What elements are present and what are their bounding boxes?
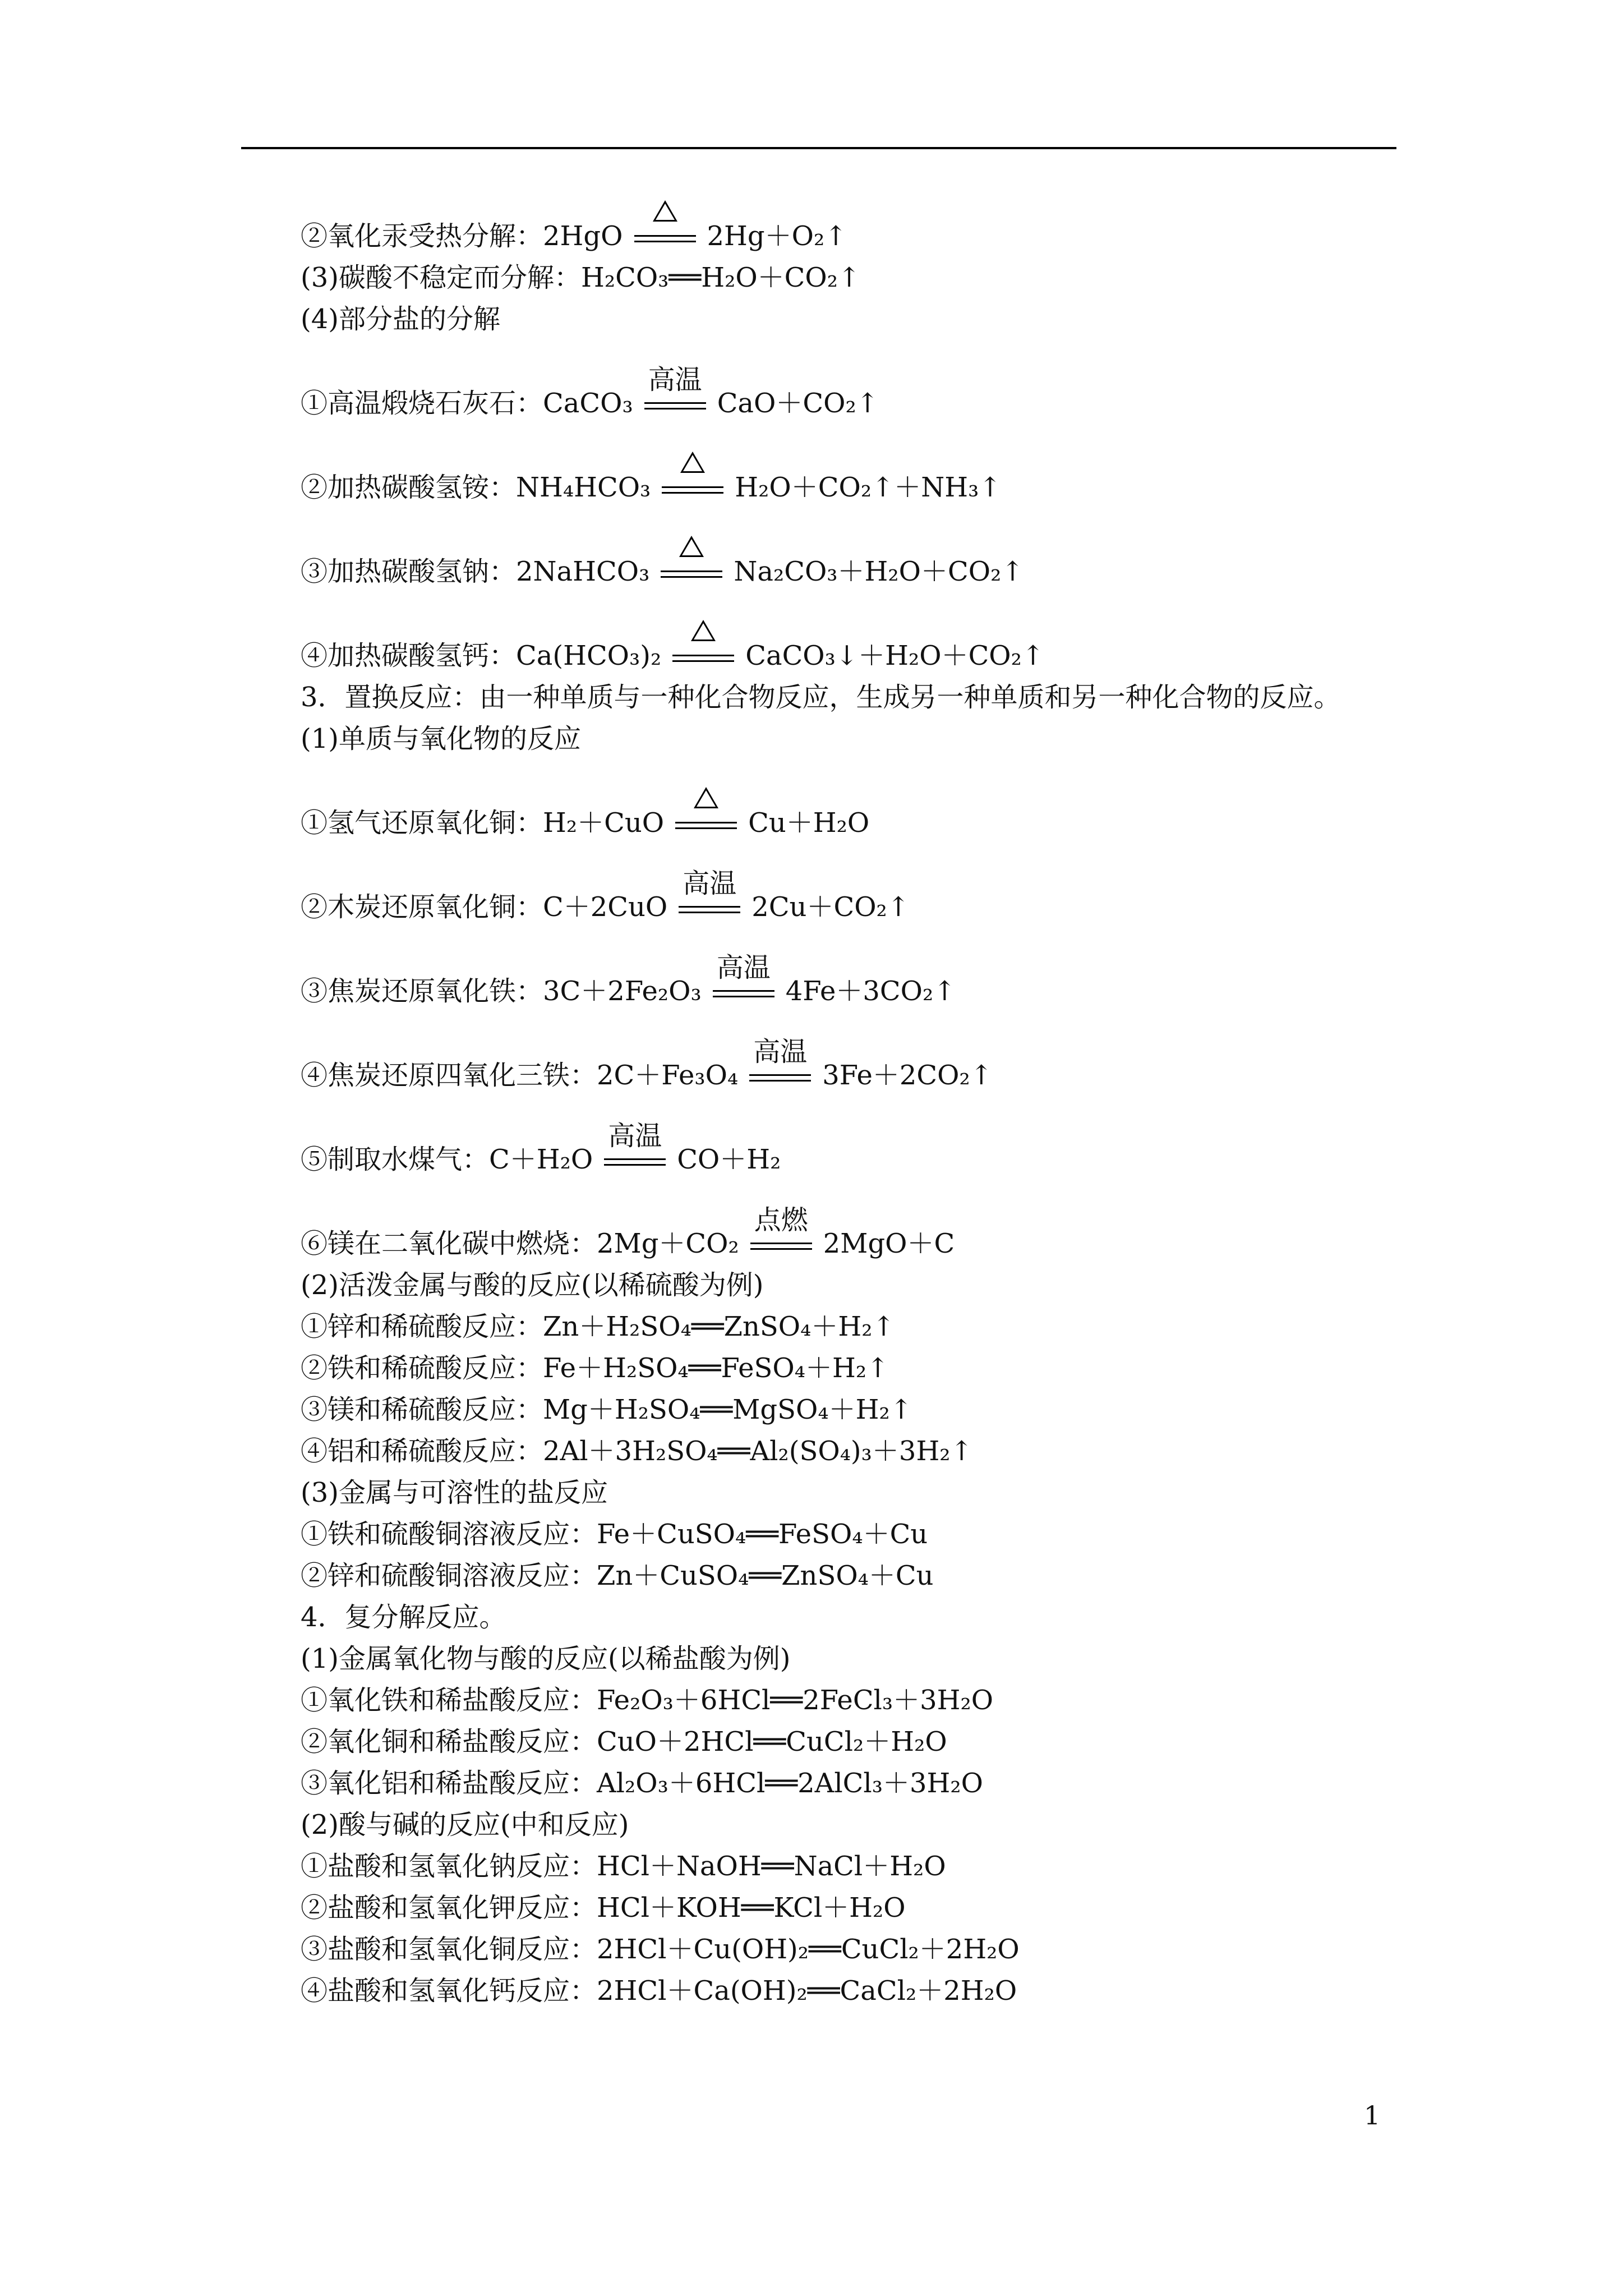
text-line: 4．复分解反应。 — [301, 1602, 506, 1633]
reactants: H₂＋CuO — [543, 807, 665, 839]
reaction-arrow — [679, 867, 740, 921]
reaction-condition: 高温 — [753, 1036, 808, 1068]
reaction-line — [301, 424, 1422, 508]
reaction-line — [301, 508, 1422, 592]
reaction-label: ②木炭还原氧化铜： — [301, 891, 543, 923]
reactants: 2C＋Fe₃O₄ — [597, 1060, 739, 1091]
reaction-line — [301, 592, 1422, 677]
text-line: (2)活泼金属与酸的反应(以稀硫酸为例) — [301, 1269, 764, 1301]
text-line: (3)碳酸不稳定而分解：H₂CO₃══H₂O＋CO₂↑ — [301, 262, 861, 293]
text-line: (2)酸与碱的反应(中和反应) — [301, 1809, 629, 1841]
reaction-label: ①高温煅烧石灰石： — [301, 388, 543, 419]
text-line: 3．置换反应：由一种单质与一种化合物反应，生成另一种单质和另一种化合物的反应。 — [301, 682, 1341, 713]
reaction-label: ⑥镁在二氧化碳中燃烧： — [301, 1228, 597, 1259]
page-number: 1 — [1364, 2100, 1381, 2131]
reaction-label: ③加热碳酸氢钠： — [301, 556, 517, 587]
reaction-arrow — [675, 814, 737, 836]
reaction-line — [301, 928, 1422, 1012]
products: 2Hg＋O₂↑ — [707, 220, 847, 252]
reaction-arrow — [661, 563, 722, 585]
reaction-label: ③焦炭还原氧化铁： — [301, 976, 543, 1007]
products: 3Fe＋2CO₂↑ — [822, 1060, 993, 1091]
reaction-arrow — [713, 951, 774, 1005]
reaction-condition: 点燃 — [754, 1204, 808, 1236]
text-line: ③盐酸和氢氧化铜反应：2HCl＋Cu(OH)₂══CuCl₂＋2H₂O — [301, 1934, 1020, 1965]
reaction-condition: 高温 — [716, 951, 771, 983]
reaction-label: ④焦炭还原四氧化三铁： — [301, 1060, 597, 1091]
heat-triangle-icon — [623, 197, 707, 228]
text-line: ②铁和稀硫酸反应：Fe＋H₂SO₄══FeSO₄＋H₂↑ — [301, 1352, 889, 1384]
products: CO＋H₂ — [677, 1144, 781, 1175]
products: Na₂CO₃＋H₂O＋CO₂↑ — [734, 556, 1024, 587]
reaction-label: ①氢气还原氧化铜： — [301, 807, 543, 839]
reactants: 3C＋2Fe₂O₃ — [543, 976, 702, 1007]
reaction-line — [301, 340, 1422, 424]
reaction-line — [301, 1180, 1422, 1264]
text-line: ①铁和硫酸铜溶液反应：Fe＋CuSO₄══FeSO₄＋Cu — [301, 1519, 928, 1550]
reactants: NH₄HCO₃ — [516, 472, 651, 503]
text-line: ①锌和稀硫酸反应：Zn＋H₂SO₄══ZnSO₄＋H₂↑ — [301, 1311, 895, 1342]
text-line: (1)金属氧化物与酸的反应(以稀盐酸为例) — [301, 1643, 791, 1674]
products: CaCO₃↓＋H₂O＋CO₂↑ — [745, 640, 1045, 671]
text-line: ②氧化铜和稀盐酸反应：CuO＋2HCl══CuCl₂＋H₂O — [301, 1726, 947, 1757]
products: 2Cu＋CO₂↑ — [751, 891, 910, 923]
heat-triangle-icon — [664, 784, 748, 815]
reactants: C＋2CuO — [543, 891, 668, 923]
products: 4Fe＋3CO₂↑ — [785, 976, 956, 1007]
reaction-arrow — [604, 1120, 666, 1173]
header-rule — [241, 147, 1396, 149]
reaction-label: ⑤制取水煤气： — [301, 1144, 490, 1175]
text-line: ①氧化铁和稀盐酸反应：Fe₂O₃＋6HCl══2FeCl₃＋3H₂O — [301, 1685, 994, 1716]
reaction-arrow — [634, 227, 696, 250]
heat-triangle-icon — [661, 616, 745, 648]
reactants: 2Mg＋CO₂ — [597, 1228, 739, 1259]
reactants: C＋H₂O — [489, 1144, 593, 1175]
document-body — [301, 191, 1422, 2012]
reaction-label: ②氧化汞受热分解： — [301, 220, 543, 252]
reaction-arrow — [749, 1036, 811, 1089]
text-line: ②盐酸和氢氧化钾反应：HCl＋KOH══KCl＋H₂O — [301, 1892, 906, 1924]
text-line: ①盐酸和氢氧化钠反应：HCl＋NaOH══NaCl＋H₂O — [301, 1851, 946, 1882]
text-line: (3)金属与可溶性的盐反应 — [301, 1477, 608, 1508]
heat-triangle-icon — [649, 532, 734, 564]
reactants: Ca(HCO₃)₂ — [516, 640, 662, 671]
heat-triangle-icon — [651, 448, 735, 480]
reaction-line — [301, 191, 1422, 257]
products: CaO＋CO₂↑ — [717, 388, 879, 419]
reaction-arrow — [750, 1204, 812, 1257]
reaction-line — [301, 1012, 1422, 1096]
reactants: CaCO₃ — [543, 388, 633, 419]
reaction-condition: 高温 — [608, 1120, 662, 1152]
reaction-condition: 高温 — [648, 364, 702, 395]
reaction-condition: 高温 — [683, 867, 737, 899]
reactants: 2HgO — [543, 220, 623, 252]
reaction-label: ④加热碳酸氢钙： — [301, 640, 517, 671]
text-line: (1)单质与氧化物的反应 — [301, 723, 581, 754]
reaction-line — [301, 1096, 1422, 1180]
text-line: ②锌和硫酸铜溶液反应：Zn＋CuSO₄══ZnSO₄＋Cu — [301, 1560, 934, 1591]
reaction-arrow — [644, 364, 706, 417]
text-line: (4)部分盐的分解 — [301, 303, 500, 335]
reaction-line — [301, 844, 1422, 928]
text-line: ④铝和稀硫酸反应：2Al＋3H₂SO₄══Al₂(SO₄)₃＋3H₂↑ — [301, 1435, 973, 1467]
reaction-arrow — [672, 647, 734, 669]
text-line: ③氧化铝和稀盐酸反应：Al₂O₃＋6HCl══2AlCl₃＋3H₂O — [301, 1768, 983, 1799]
reaction-arrow — [662, 478, 723, 501]
reactants: 2NaHCO₃ — [516, 556, 650, 587]
text-line: ③镁和稀硫酸反应：Mg＋H₂SO₄══MgSO₄＋H₂↑ — [301, 1394, 912, 1425]
text-line: ④盐酸和氢氧化钙反应：2HCl＋Ca(OH)₂══CaCl₂＋2H₂O — [301, 1975, 1017, 2007]
products: 2MgO＋C — [823, 1228, 955, 1259]
products: Cu＋H₂O — [748, 807, 870, 839]
reaction-line — [301, 760, 1422, 844]
reaction-label: ②加热碳酸氢铵： — [301, 472, 517, 503]
products: H₂O＋CO₂↑＋NH₃↑ — [735, 472, 1002, 503]
